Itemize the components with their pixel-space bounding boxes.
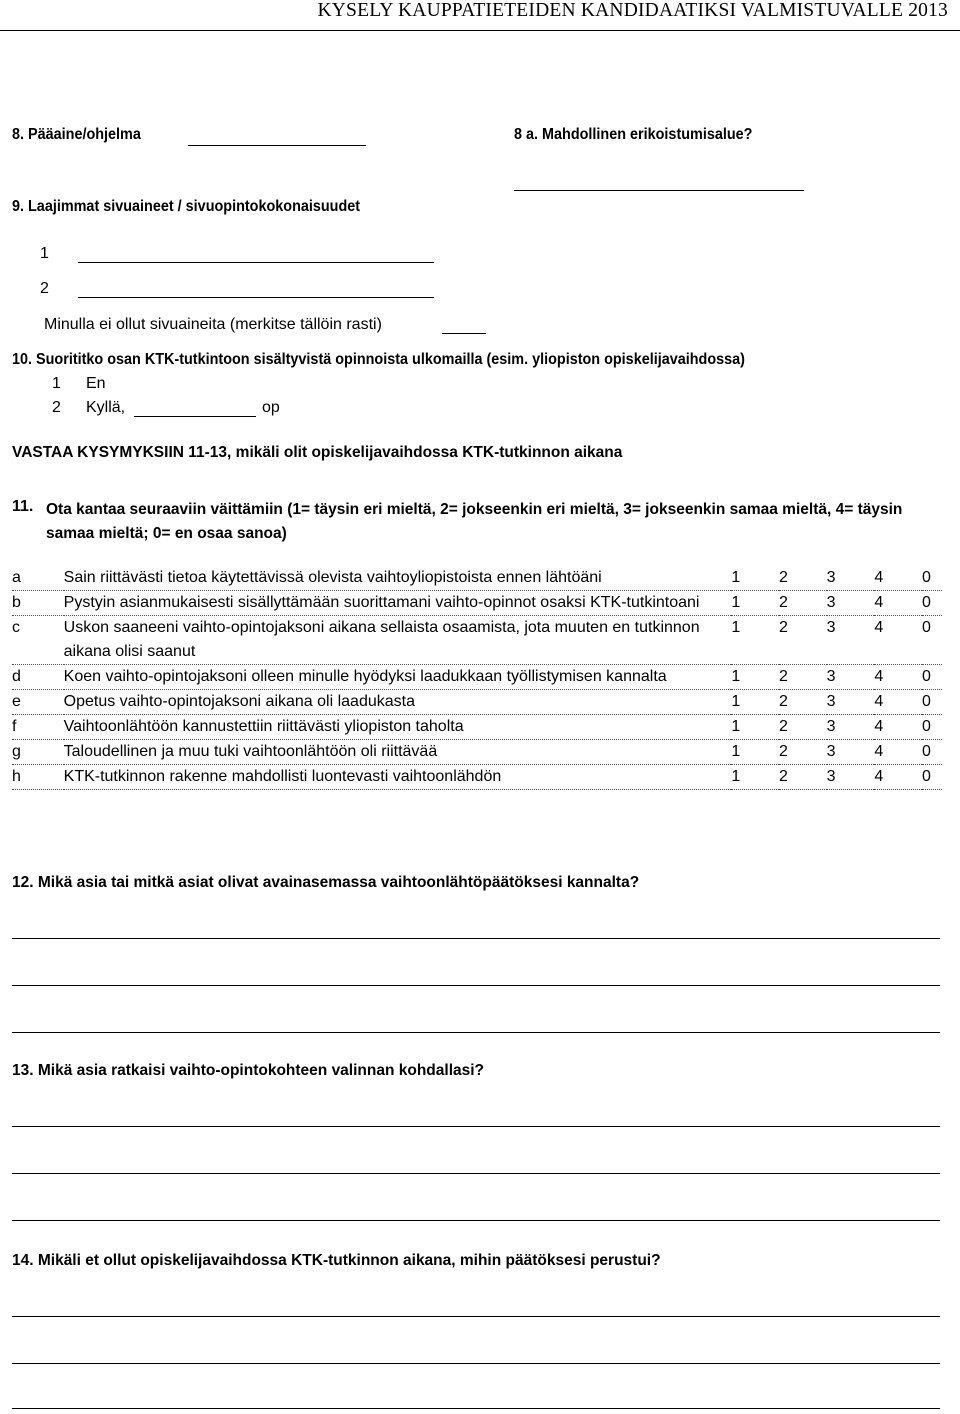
rating-option-4[interactable]: 4 bbox=[874, 693, 884, 710]
q8a-label: 8 a. Mahdollinen erikoistumisalue? bbox=[514, 126, 753, 143]
table-row bbox=[12, 616, 942, 665]
rating-option-1[interactable]: 1 bbox=[731, 743, 741, 760]
table-row bbox=[12, 715, 942, 740]
table-row bbox=[12, 765, 942, 790]
row-letter: c bbox=[12, 619, 20, 636]
rating-option-2[interactable]: 2 bbox=[779, 668, 788, 685]
rating-option-2[interactable]: 2 bbox=[779, 693, 788, 710]
q13-answer-line-2[interactable] bbox=[12, 1173, 940, 1174]
q13-answer-line-3[interactable] bbox=[12, 1220, 940, 1221]
q12-answer-line-3[interactable] bbox=[12, 1032, 940, 1033]
row-letter: e bbox=[12, 693, 21, 710]
q8-answer-line[interactable] bbox=[188, 145, 366, 146]
q13-label: 13. Mikä asia ratkaisi vaihto-opintokohteen valinnan kohdallasi? bbox=[12, 1062, 485, 1079]
rating-option-3[interactable]: 3 bbox=[826, 619, 836, 636]
table-row bbox=[12, 690, 942, 715]
row-statement: Vaihtoonlähtöön kannustettiin riittävästi yliopiston taholta bbox=[63, 718, 464, 735]
q11-number: 11. bbox=[12, 498, 34, 515]
rating-option-0[interactable]: 0 bbox=[922, 743, 931, 760]
rating-option-2[interactable]: 2 bbox=[779, 569, 788, 586]
q10-op-answer-line[interactable] bbox=[134, 416, 256, 417]
q9-line-1-number: 1 bbox=[40, 245, 49, 262]
rating-option-4[interactable]: 4 bbox=[874, 569, 884, 586]
rating-option-3[interactable]: 3 bbox=[826, 768, 836, 785]
row-statement: Uskon saaneeni vaihto-opintojaksoni aikana sellaista osaamista, jota muuten en tutkinnon aikana olisi saanut bbox=[63, 619, 700, 660]
q9-none-text: Minulla ei ollut sivuaineita (merkitse tällöin rasti) bbox=[44, 316, 382, 333]
rating-option-0[interactable]: 0 bbox=[922, 693, 931, 710]
q12-label: 12. Mikä asia tai mitkä asiat olivat avainasemassa vaihtoonlähtöpäätöksesi kannalta? bbox=[12, 874, 640, 891]
rating-option-4[interactable]: 4 bbox=[874, 718, 884, 735]
q8a-answer-line[interactable] bbox=[514, 190, 804, 191]
rating-option-3[interactable]: 3 bbox=[826, 693, 836, 710]
rating-option-0[interactable]: 0 bbox=[922, 668, 931, 685]
row-letter: d bbox=[12, 668, 21, 685]
q10-option-2-text[interactable]: Kyllä, bbox=[86, 399, 126, 416]
q9-line-2-answer[interactable] bbox=[78, 297, 434, 298]
q9-line-1-answer[interactable] bbox=[78, 262, 434, 263]
q14-answer-line-2[interactable] bbox=[12, 1363, 940, 1364]
row-letter: b bbox=[12, 594, 21, 611]
rating-option-1[interactable]: 1 bbox=[731, 594, 741, 611]
row-statement: Pystyin asianmukaisesti sisällyttämään suorittamani vaihto-opinnot osaksi KTK-tutkintoani bbox=[63, 594, 700, 611]
q12-answer-line-2[interactable] bbox=[12, 985, 940, 986]
q9-none-checkbox-line[interactable] bbox=[442, 333, 486, 334]
q10-option-2-number: 2 bbox=[52, 399, 61, 416]
rating-option-2[interactable]: 2 bbox=[779, 743, 788, 760]
table-row bbox=[12, 740, 942, 765]
rating-option-3[interactable]: 3 bbox=[826, 718, 836, 735]
table-row bbox=[12, 665, 942, 690]
table-row bbox=[12, 591, 942, 616]
rating-option-4[interactable]: 4 bbox=[874, 768, 884, 785]
rating-option-0[interactable]: 0 bbox=[922, 718, 931, 735]
rating-option-4[interactable]: 4 bbox=[874, 668, 884, 685]
q8-label: 8. Pääaine/ohjelma bbox=[12, 126, 141, 143]
row-statement: Taloudellinen ja muu tuki vaihtoonlähtöön oli riittävää bbox=[63, 743, 438, 760]
rating-option-3[interactable]: 3 bbox=[826, 569, 836, 586]
q9-label: 9. Laajimmat sivuaineet / sivuopintokokonaisuudet bbox=[12, 198, 361, 215]
q14-answer-line-3[interactable] bbox=[12, 1408, 940, 1409]
rating-option-2[interactable]: 2 bbox=[779, 768, 788, 785]
rating-option-4[interactable]: 4 bbox=[874, 594, 884, 611]
rating-option-0[interactable]: 0 bbox=[922, 569, 931, 586]
instruction-text: VASTAA KYSYMYKSIIN 11-13, mikäli olit opiskelijavaihdossa KTK-tutkinnon aikana bbox=[12, 444, 623, 461]
rating-option-3[interactable]: 3 bbox=[826, 743, 836, 760]
q12-answer-line-1[interactable] bbox=[12, 938, 940, 939]
rating-option-1[interactable]: 1 bbox=[731, 668, 741, 685]
q10-option-2-suffix: op bbox=[262, 399, 280, 416]
rating-option-3[interactable]: 3 bbox=[826, 668, 836, 685]
q14-label: 14. Mikäli et ollut opiskelijavaihdossa KTK-tutkinnon aikana, mihin päätöksesi perustui? bbox=[12, 1252, 661, 1269]
rating-option-1[interactable]: 1 bbox=[731, 619, 741, 636]
q13-answer-line-1[interactable] bbox=[12, 1126, 940, 1127]
q10-option-1-text[interactable]: En bbox=[86, 375, 106, 392]
rating-option-4[interactable]: 4 bbox=[874, 743, 884, 760]
table-row bbox=[12, 566, 942, 591]
rating-option-1[interactable]: 1 bbox=[731, 693, 741, 710]
row-statement: Koen vaihto-opintojaksoni olleen minulle hyödyksi laadukkaan työllistymisen kannalta bbox=[63, 668, 667, 685]
rating-option-0[interactable]: 0 bbox=[922, 768, 931, 785]
rating-option-0[interactable]: 0 bbox=[922, 619, 931, 636]
rating-option-1[interactable]: 1 bbox=[731, 569, 741, 586]
row-statement: KTK-tutkinnon rakenne mahdollisti luontevasti vaihtoonlähdön bbox=[63, 768, 502, 785]
row-statement: Sain riittävästi tietoa käytettävissä olevista vaihtoyliopistoista ennen lähtöäni bbox=[63, 569, 602, 586]
q14-answer-line-1[interactable] bbox=[12, 1316, 940, 1317]
row-letter: h bbox=[12, 768, 21, 785]
rating-option-3[interactable]: 3 bbox=[826, 594, 836, 611]
rating-option-4[interactable]: 4 bbox=[874, 619, 884, 636]
header-divider bbox=[0, 30, 960, 31]
q9-line-2-number: 2 bbox=[40, 280, 49, 297]
rating-option-1[interactable]: 1 bbox=[731, 718, 741, 735]
q11-label: Ota kantaa seuraaviin väittämiin (1= täysin eri mieltä, 2= jokseenkin eri mieltä, 3= jokseenkin samaa mieltä, 4= täysin samaa mieltä; 0= en osaa sanoa) bbox=[46, 501, 903, 542]
rating-option-2[interactable]: 2 bbox=[779, 619, 788, 636]
q10-option-1-number: 1 bbox=[52, 375, 61, 392]
rating-option-1[interactable]: 1 bbox=[731, 768, 741, 785]
rating-option-2[interactable]: 2 bbox=[779, 594, 788, 611]
rating-option-0[interactable]: 0 bbox=[922, 594, 931, 611]
row-letter: a bbox=[12, 569, 21, 586]
row-letter: g bbox=[12, 743, 21, 760]
page-header-title: KYSELY KAUPPATIETEIDEN KANDIDAATIKSI VALMISTUVALLE 2013 bbox=[317, 0, 948, 21]
row-statement: Opetus vaihto-opintojaksoni aikana oli laadukasta bbox=[63, 693, 415, 710]
q11-rating-table bbox=[12, 566, 942, 790]
q10-label: 10. Suorititko osan KTK-tutkintoon sisältyvistä opinnoista ulkomailla (esim. yliopiston opiskelijavaihdossa) bbox=[12, 351, 745, 368]
row-letter: f bbox=[12, 718, 17, 735]
rating-option-2[interactable]: 2 bbox=[779, 718, 788, 735]
